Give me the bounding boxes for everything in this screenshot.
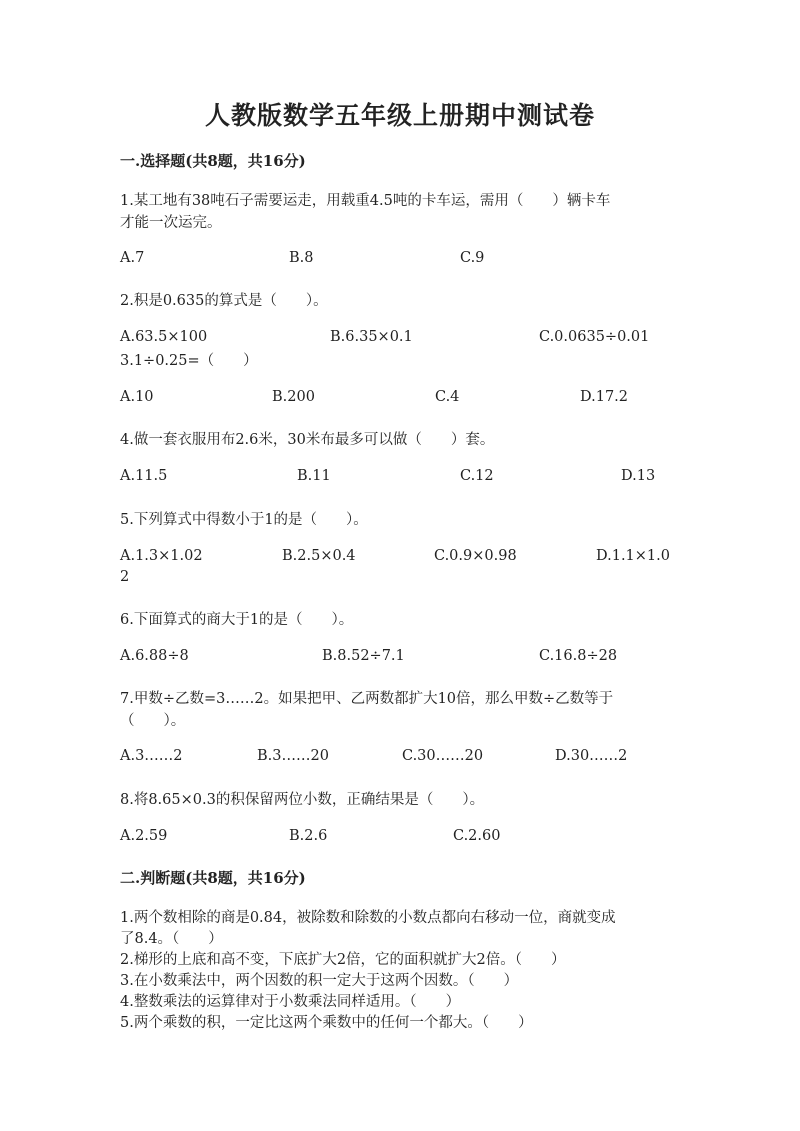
question-7-option-c: C.30……20	[402, 748, 484, 764]
question-4-option-c: C.12	[460, 468, 494, 484]
judgment-1-line-1: 1.两个数相除的商是0.84，被除数和除数的小数点都向右移动一位，商就变成	[120, 910, 616, 926]
question-8-option-a: A.2.59	[120, 828, 168, 844]
question-5-option-a: A.1.3×1.02	[120, 548, 203, 564]
judgment-3: 3.在小数乘法中，两个因数的积一定大于这两个因数。（ ）	[120, 973, 519, 989]
question-5-option-c: C.0.9×0.98	[434, 548, 517, 564]
question-6-option-c: C.16.8÷28	[539, 648, 618, 664]
question-8-option-b: B.2.6	[289, 828, 328, 844]
judgment-5: 5.两个乘数的积，一定比这两个乘数中的任何一个都大。（ ）	[120, 1015, 533, 1031]
question-3-option-d: D.17.2	[580, 389, 629, 405]
question-4-option-a: A.11.5	[120, 468, 168, 484]
question-8-option-c: C.2.60	[453, 828, 501, 844]
question-1-option-b: B.8	[289, 250, 314, 266]
question-1-option-c: C.9	[460, 250, 485, 266]
question-7-line-1: 7.甲数÷乙数=3……2。如果把甲、乙两数都扩大10倍，那么甲数÷乙数等于	[120, 691, 614, 707]
question-5-option-d: D.1.1×1.0	[596, 548, 670, 564]
question-6-option-b: B.8.52÷7.1	[322, 648, 405, 664]
question-4-option-b: B.11	[297, 468, 331, 484]
question-5-line-1: 5.下列算式中得数小于1的是（ ）。	[120, 512, 368, 528]
question-4-line-1: 4.做一套衣服用布2.6米，30米布最多可以做（ ）套。	[120, 432, 495, 448]
judgment-1-line-2: 了8.4。（ ）	[120, 931, 223, 947]
judgment-4: 4.整数乘法的运算律对于小数乘法同样适用。（ ）	[120, 994, 461, 1010]
question-3-line-1: 3.1÷0.25=（ ）	[120, 353, 258, 369]
question-7-option-d: D.30……2	[555, 748, 628, 764]
question-1-line-1: 1.某工地有38吨石子需要运走，用载重4.5吨的卡车运，需用（ ）辆卡车	[120, 193, 611, 209]
question-3-option-a: A.10	[120, 389, 154, 405]
question-6-line-1: 6.下面算式的商大于1的是（ ）。	[120, 612, 354, 628]
question-2-option-a: A.63.5×100	[120, 329, 208, 345]
question-7-option-a: A.3……2	[120, 748, 183, 764]
question-7-option-b: B.3……20	[257, 748, 329, 764]
question-2-option-c: C.0.0635÷0.01	[539, 329, 650, 345]
section-heading-choice: 一.选择题(共8题，共16分)	[120, 152, 306, 170]
question-3-option-c: C.4	[435, 389, 460, 405]
judgment-2: 2.梯形的上底和高不变，下底扩大2倍，它的面积就扩大2倍。（ ）	[120, 952, 566, 968]
question-4-option-d: D.13	[621, 468, 656, 484]
question-5-option-b: B.2.5×0.4	[282, 548, 356, 564]
question-8-line-1: 8.将8.65×0.3的积保留两位小数，正确结果是（ ）。	[120, 792, 485, 808]
question-1-line-2: 才能一次运完。	[120, 215, 222, 231]
page-title: 人教版数学五年级上册期中测试卷	[204, 101, 595, 130]
question-1-option-a: A.7	[120, 250, 145, 266]
question-2-option-b: B.6.35×0.1	[330, 329, 413, 345]
section-heading-judgment: 二.判断题(共8题，共16分)	[120, 869, 306, 887]
question-3-option-b: B.200	[272, 389, 315, 405]
question-5-option-d-wrap: 2	[120, 569, 130, 585]
question-6-option-a: A.6.88÷8	[120, 648, 189, 664]
question-2-line-1: 2.积是0.635的算式是（ ）。	[120, 293, 328, 309]
question-7-line-2: （ ）。	[120, 713, 186, 729]
